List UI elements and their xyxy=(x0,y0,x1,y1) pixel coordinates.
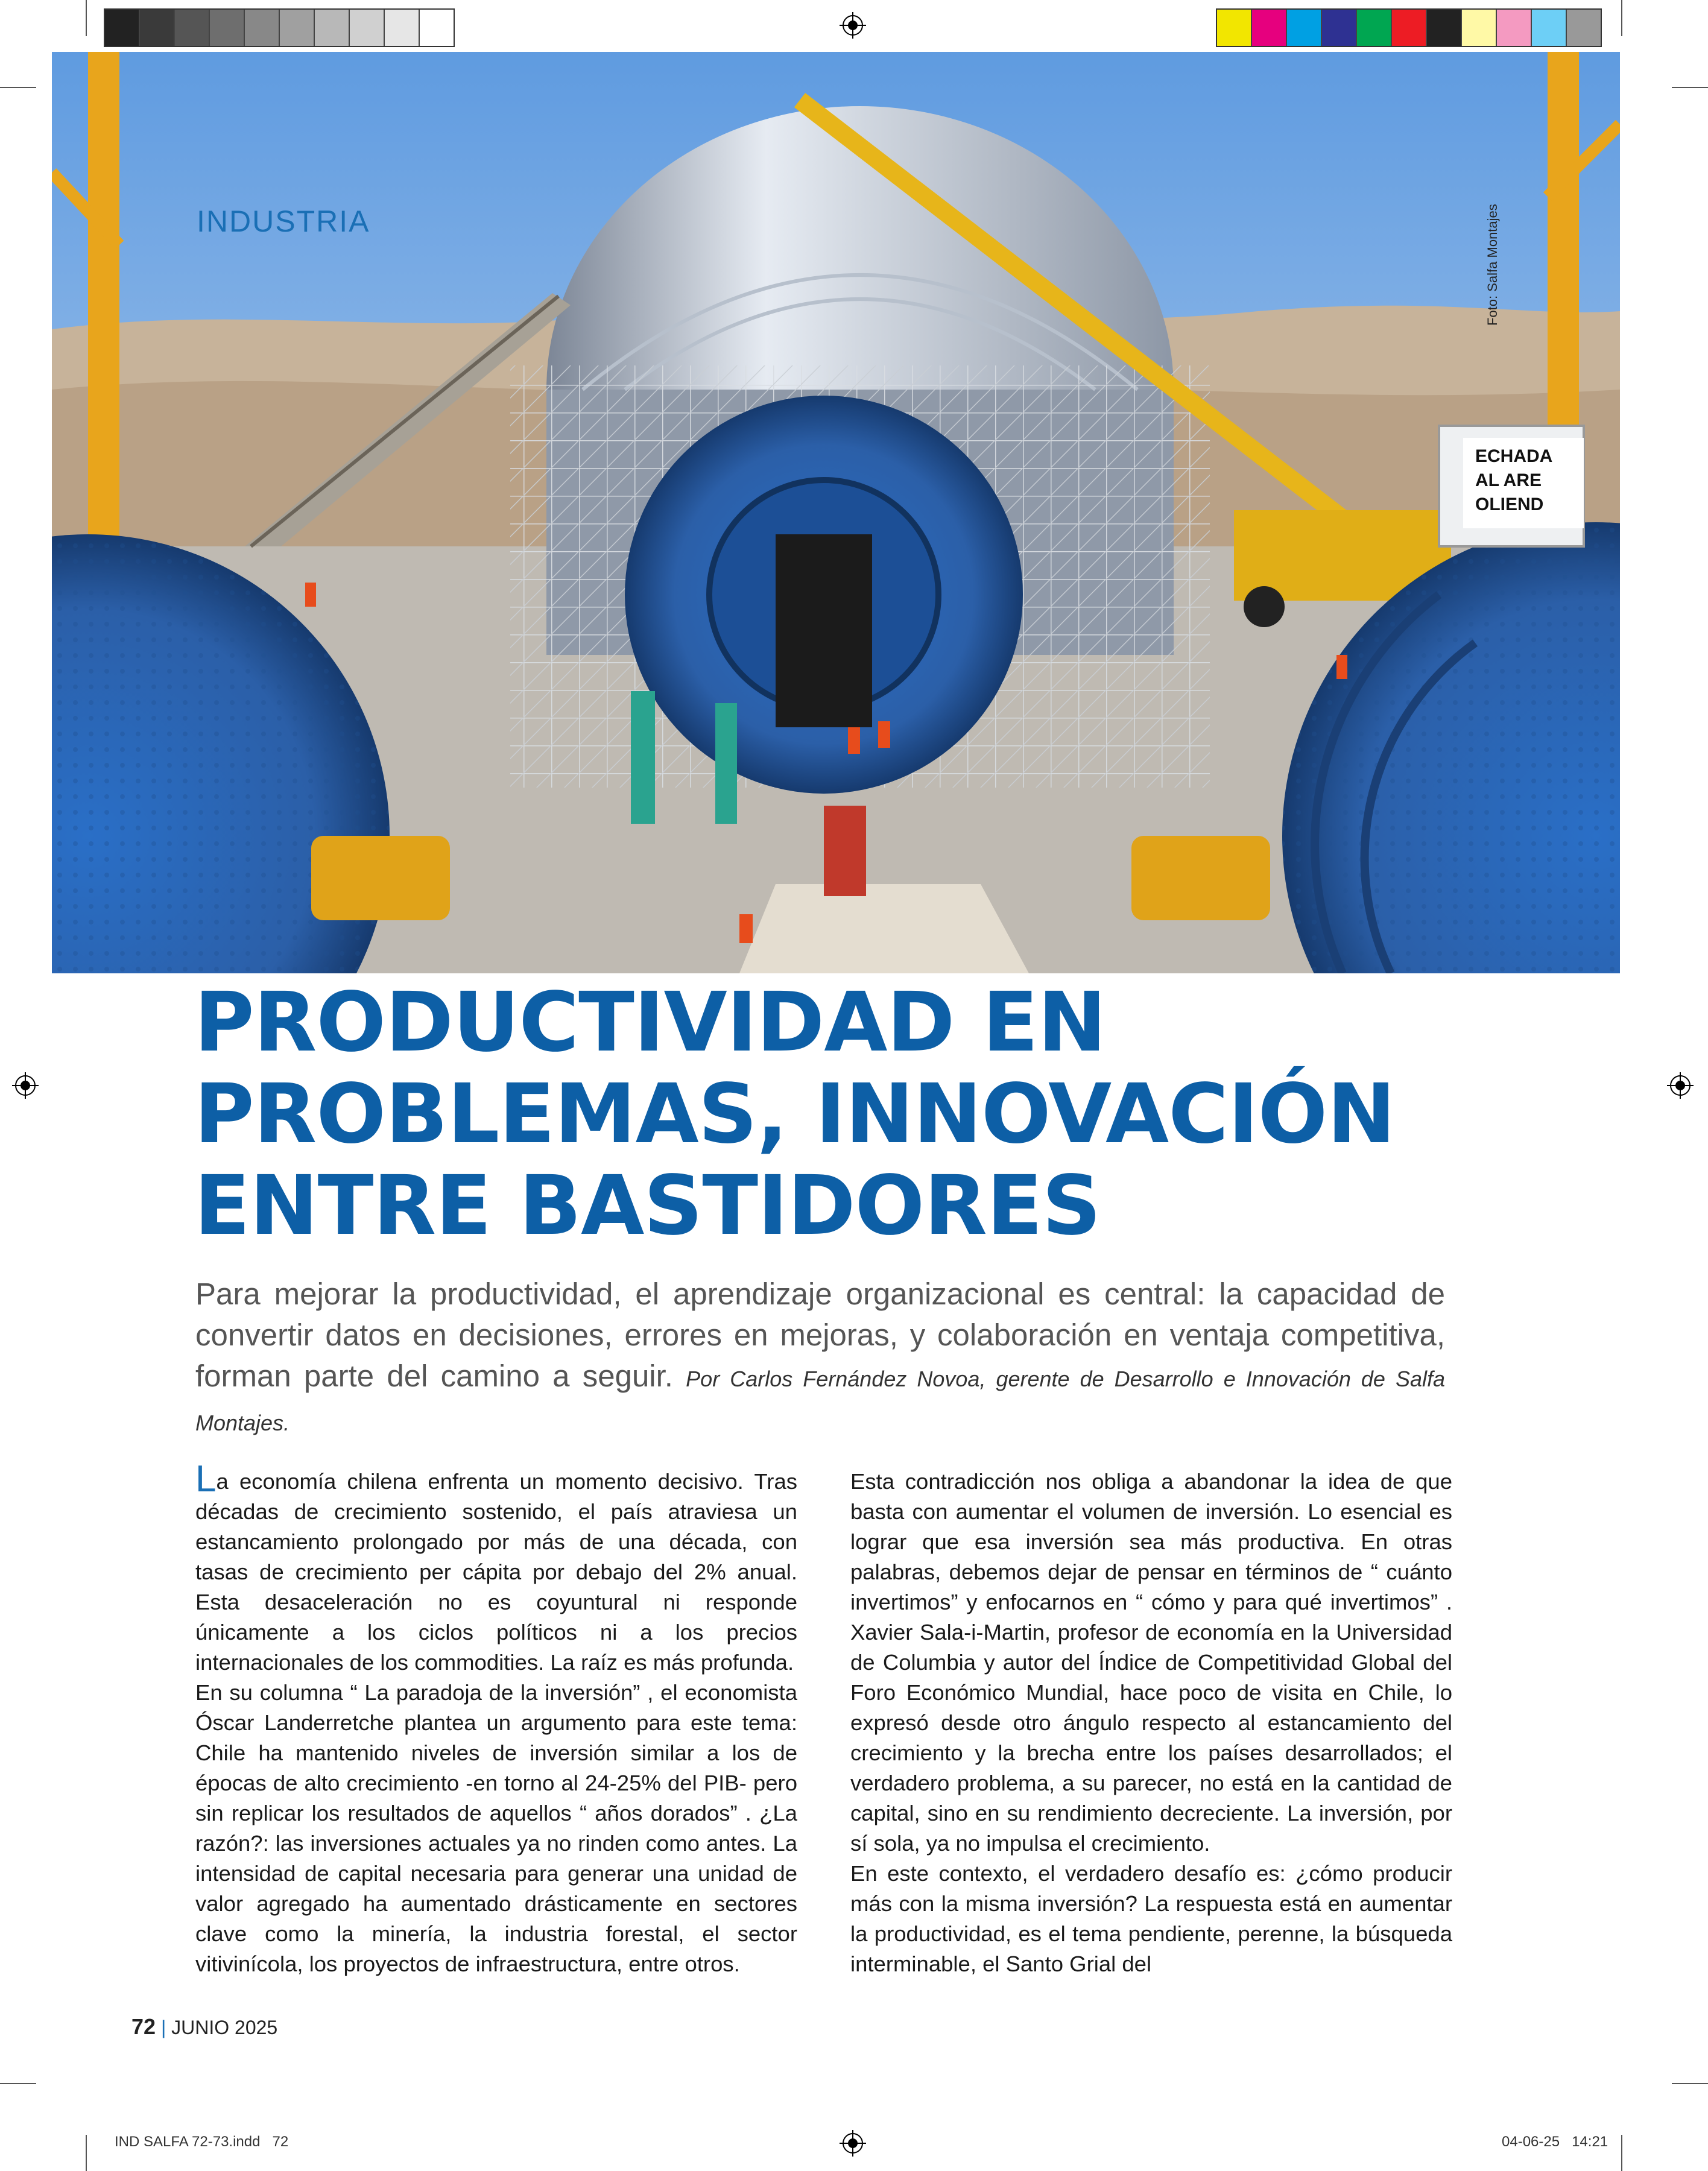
color-swatch xyxy=(1427,10,1462,46)
color-swatch xyxy=(175,10,210,46)
photo-credit: Foto: Salfa Montajes xyxy=(1485,204,1500,326)
crop-mark xyxy=(86,2135,87,2171)
sign-line-3: OLIEND xyxy=(1475,495,1544,514)
title-line-2: PROBLEMAS, INNOVACIÓN xyxy=(194,1067,1396,1162)
section-label: INDUSTRIA xyxy=(197,204,370,238)
color-swatch xyxy=(315,10,350,46)
crop-mark xyxy=(1621,2135,1622,2171)
paragraph: En este contexto, el verdadero desafío es: ¿cómo producir más con la misma inversión? La respuesta está en aumentar la productividad, es el tema pendiente, perenne, la búsqueda interminable, el Santo Grial del xyxy=(850,1861,1452,1976)
color-swatch xyxy=(1532,10,1567,46)
issue-date: JUNIO 2025 xyxy=(171,2017,278,2038)
color-swatch xyxy=(210,10,245,46)
crop-mark xyxy=(0,2083,36,2084)
color-swatch xyxy=(1322,10,1357,46)
color-swatch xyxy=(1462,10,1497,46)
title-line-1: PRODUCTIVIDAD EN xyxy=(194,975,1106,1070)
crop-mark xyxy=(86,0,87,36)
slug-timestamp: 04-06-25 14:21 xyxy=(1502,2134,1608,2150)
body-column-2 xyxy=(850,1467,1452,1979)
color-swatch xyxy=(1357,10,1392,46)
color-swatch xyxy=(105,10,140,46)
color-swatch xyxy=(1567,10,1601,46)
title-line-3: ENTRE BASTIDORES xyxy=(194,1158,1101,1254)
color-swatch xyxy=(1287,10,1322,46)
color-swatch xyxy=(420,10,454,46)
paragraph: Esta contradicción nos obliga a abandonar la idea de que basta con aumentar el volumen de inversión. Lo esencial es lograr que esa inversión sea más productiva. En otras palabras, debemos dejar de pensar en términos de “ cuánto invertimos” y enfocarnos en “ cómo y para qué invertimos” . Xavier Sala-i-Martin, profesor de economía en la Universidad de Columbia y autor del Índice de Competitividad Global del Foro Económico Mundial, hace poco de visita en Chile, lo expresó desde otro ángulo respecto al estancamiento del crecimiento y la brecha entre los países desarrollados; el verdadero problema, a su parecer, no está en la cantidad de capital, sino en su rendimiento decreciente. La inversión, por sí sola, ya no impulsa el crecimiento. xyxy=(850,1469,1452,1856)
page-number: 72 xyxy=(131,2014,156,2039)
slug-file-name: IND SALFA 72-73.indd 72 xyxy=(115,2134,289,2150)
crop-mark xyxy=(1672,2083,1708,2084)
color-swatch xyxy=(1392,10,1427,46)
color-swatch xyxy=(1217,10,1252,46)
sign-line-2: AL ARE xyxy=(1475,470,1542,490)
registration-mark-top-icon xyxy=(840,12,866,39)
drop-cap: L xyxy=(195,1458,217,1500)
sign-line-1: ECHADA xyxy=(1475,446,1553,466)
process-color-bar xyxy=(1216,8,1602,47)
mill-construction-illustration xyxy=(52,52,1620,973)
body-column-1 xyxy=(195,1458,797,1979)
color-swatch xyxy=(350,10,385,46)
color-swatch xyxy=(385,10,420,46)
color-swatch xyxy=(245,10,280,46)
article-title xyxy=(194,977,1581,1252)
color-swatch xyxy=(280,10,315,46)
registration-mark-left-icon xyxy=(12,1072,39,1099)
color-swatch xyxy=(1252,10,1287,46)
color-swatch xyxy=(140,10,175,46)
paragraph-text: a economía chilena enfrenta un momento decisivo. Tras décadas de crecimiento sostenido, el país atraviesa un estancamiento prolongado por más de una década, con tasas de crecimiento per cápita por debajo del 2% anual. Esta desaceleración no es coyuntural ni responde únicamente a los ciclos políticos ni a los precios internacionales de los commodities. La raíz es más profunda. xyxy=(195,1469,797,1675)
crop-mark xyxy=(1621,0,1622,36)
hero-photo-mining-plant xyxy=(52,52,1620,973)
page-folio xyxy=(131,2014,277,2040)
color-swatch xyxy=(1497,10,1532,46)
paragraph xyxy=(195,1458,797,1678)
paragraph: En su columna “ La paradoja de la inversión” , el economista Óscar Landerretche plantea un argumento para este tema: Chile ha mantenido niveles de inversión similar a los de épocas de alto crecimiento -en torno al 24-25% del PIB- pero sin replicar los resultados de aquellos “ años dorados” . ¿La razón?: las inversiones actuales ya no rinden como antes. La intensidad de capital necesaria para generar una unidad de valor agregado ha aumentado drásticamente en sectores clave como la minería, la industria forestal, el sector vitivinícola, los proyectos de infraestructura, entre otros. xyxy=(195,1680,797,1976)
grayscale-color-bar xyxy=(104,8,455,47)
crop-mark xyxy=(1672,87,1708,88)
lead-text: Para mejorar la productividad, el aprendizaje organizacional es central: la capacidad de convertir datos en decisiones, errores en mejoras, y colaboración en ventaja competitiva, forman parte del camino a seguir. xyxy=(195,1277,1445,1393)
article-lead xyxy=(195,1274,1445,1444)
registration-mark-right-icon xyxy=(1667,1072,1694,1099)
folio-separator: | xyxy=(160,2017,166,2038)
byline: Por Carlos Fernández Novoa, gerente de Desarrollo e Innovación de Salfa Montajes. xyxy=(195,1367,1445,1435)
registration-mark-bottom-icon xyxy=(840,2130,866,2157)
crop-mark xyxy=(0,87,36,88)
